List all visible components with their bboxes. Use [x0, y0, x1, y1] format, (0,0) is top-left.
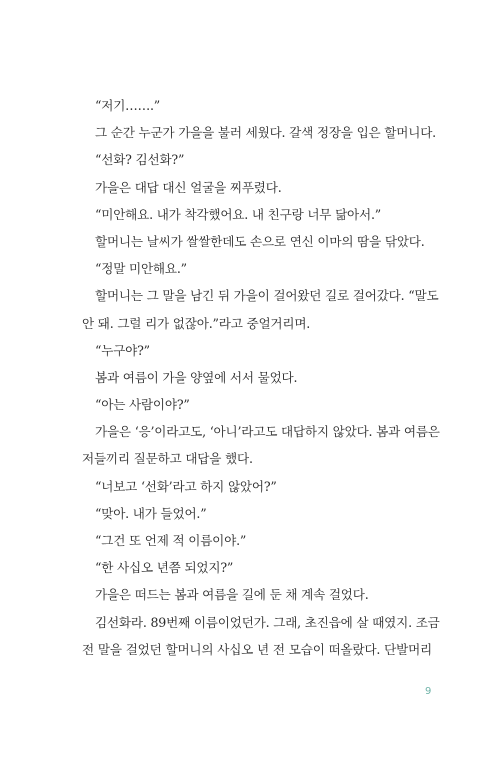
text-line: 전 말을 걸었던 할머니의 사십오 년 전 모습이 떠올랐다. 단발머리: [82, 641, 432, 657]
body-text: [82, 92, 440, 663]
text-line: “정말 미안해요.”: [95, 261, 187, 277]
text-line: 김선화라. 89번째 이름이었던가. 그래, 초진읍에 살 때였지. 조금: [95, 614, 440, 630]
text-line: “그건 또 언제 적 이름이야.”: [95, 533, 247, 548]
text-line: “맞아. 내가 들었어.”: [95, 505, 207, 521]
text-line: “너보고 ‘선화’라고 하지 않았어?”: [95, 478, 277, 494]
text-line: 할머니는 날씨가 쌀쌀한데도 손으로 연신 이마의 땀을 닦았다.: [95, 233, 425, 249]
text-line: 가을은 떠드는 봄과 여름을 길에 둔 채 계속 걸었다.: [95, 587, 369, 603]
text-line: “선화? 김선화?”: [95, 152, 185, 168]
text-line: 저들끼리 질문하고 대답을 했다.: [82, 451, 253, 467]
text-line: “한 사십오 년쯤 되었지?”: [95, 560, 234, 576]
text-line: 할머니는 그 말을 남긴 뒤 가을이 걸어왔던 길로 걸어갔다. “말도: [95, 288, 439, 304]
text-line: “아는 사람이야?”: [95, 397, 190, 413]
text-line: 안 돼. 그럴 리가 없잖아.”라고 중얼거리며.: [82, 315, 311, 331]
text-line: 가을은 ‘응’이라고도, ‘아니’라고도 대답하지 않았다. 봄과 여름은: [95, 424, 440, 440]
text-line: 봄과 여름이 가을 양옆에 서서 물었다.: [95, 369, 298, 385]
text-line: “미안해요. 내가 착각했어요. 내 친구랑 너무 닮아서.”: [95, 206, 382, 222]
text-line: “저기…….”: [95, 98, 160, 113]
text-line: 가을은 대답 대신 얼굴을 찌푸렸다.: [95, 179, 282, 195]
text-line: “누구야?”: [95, 342, 150, 358]
page-number: 9: [425, 686, 432, 697]
text-line: 그 순간 누군가 가을을 불러 세웠다. 갈색 정장을 입은 할머니다.: [95, 125, 436, 141]
